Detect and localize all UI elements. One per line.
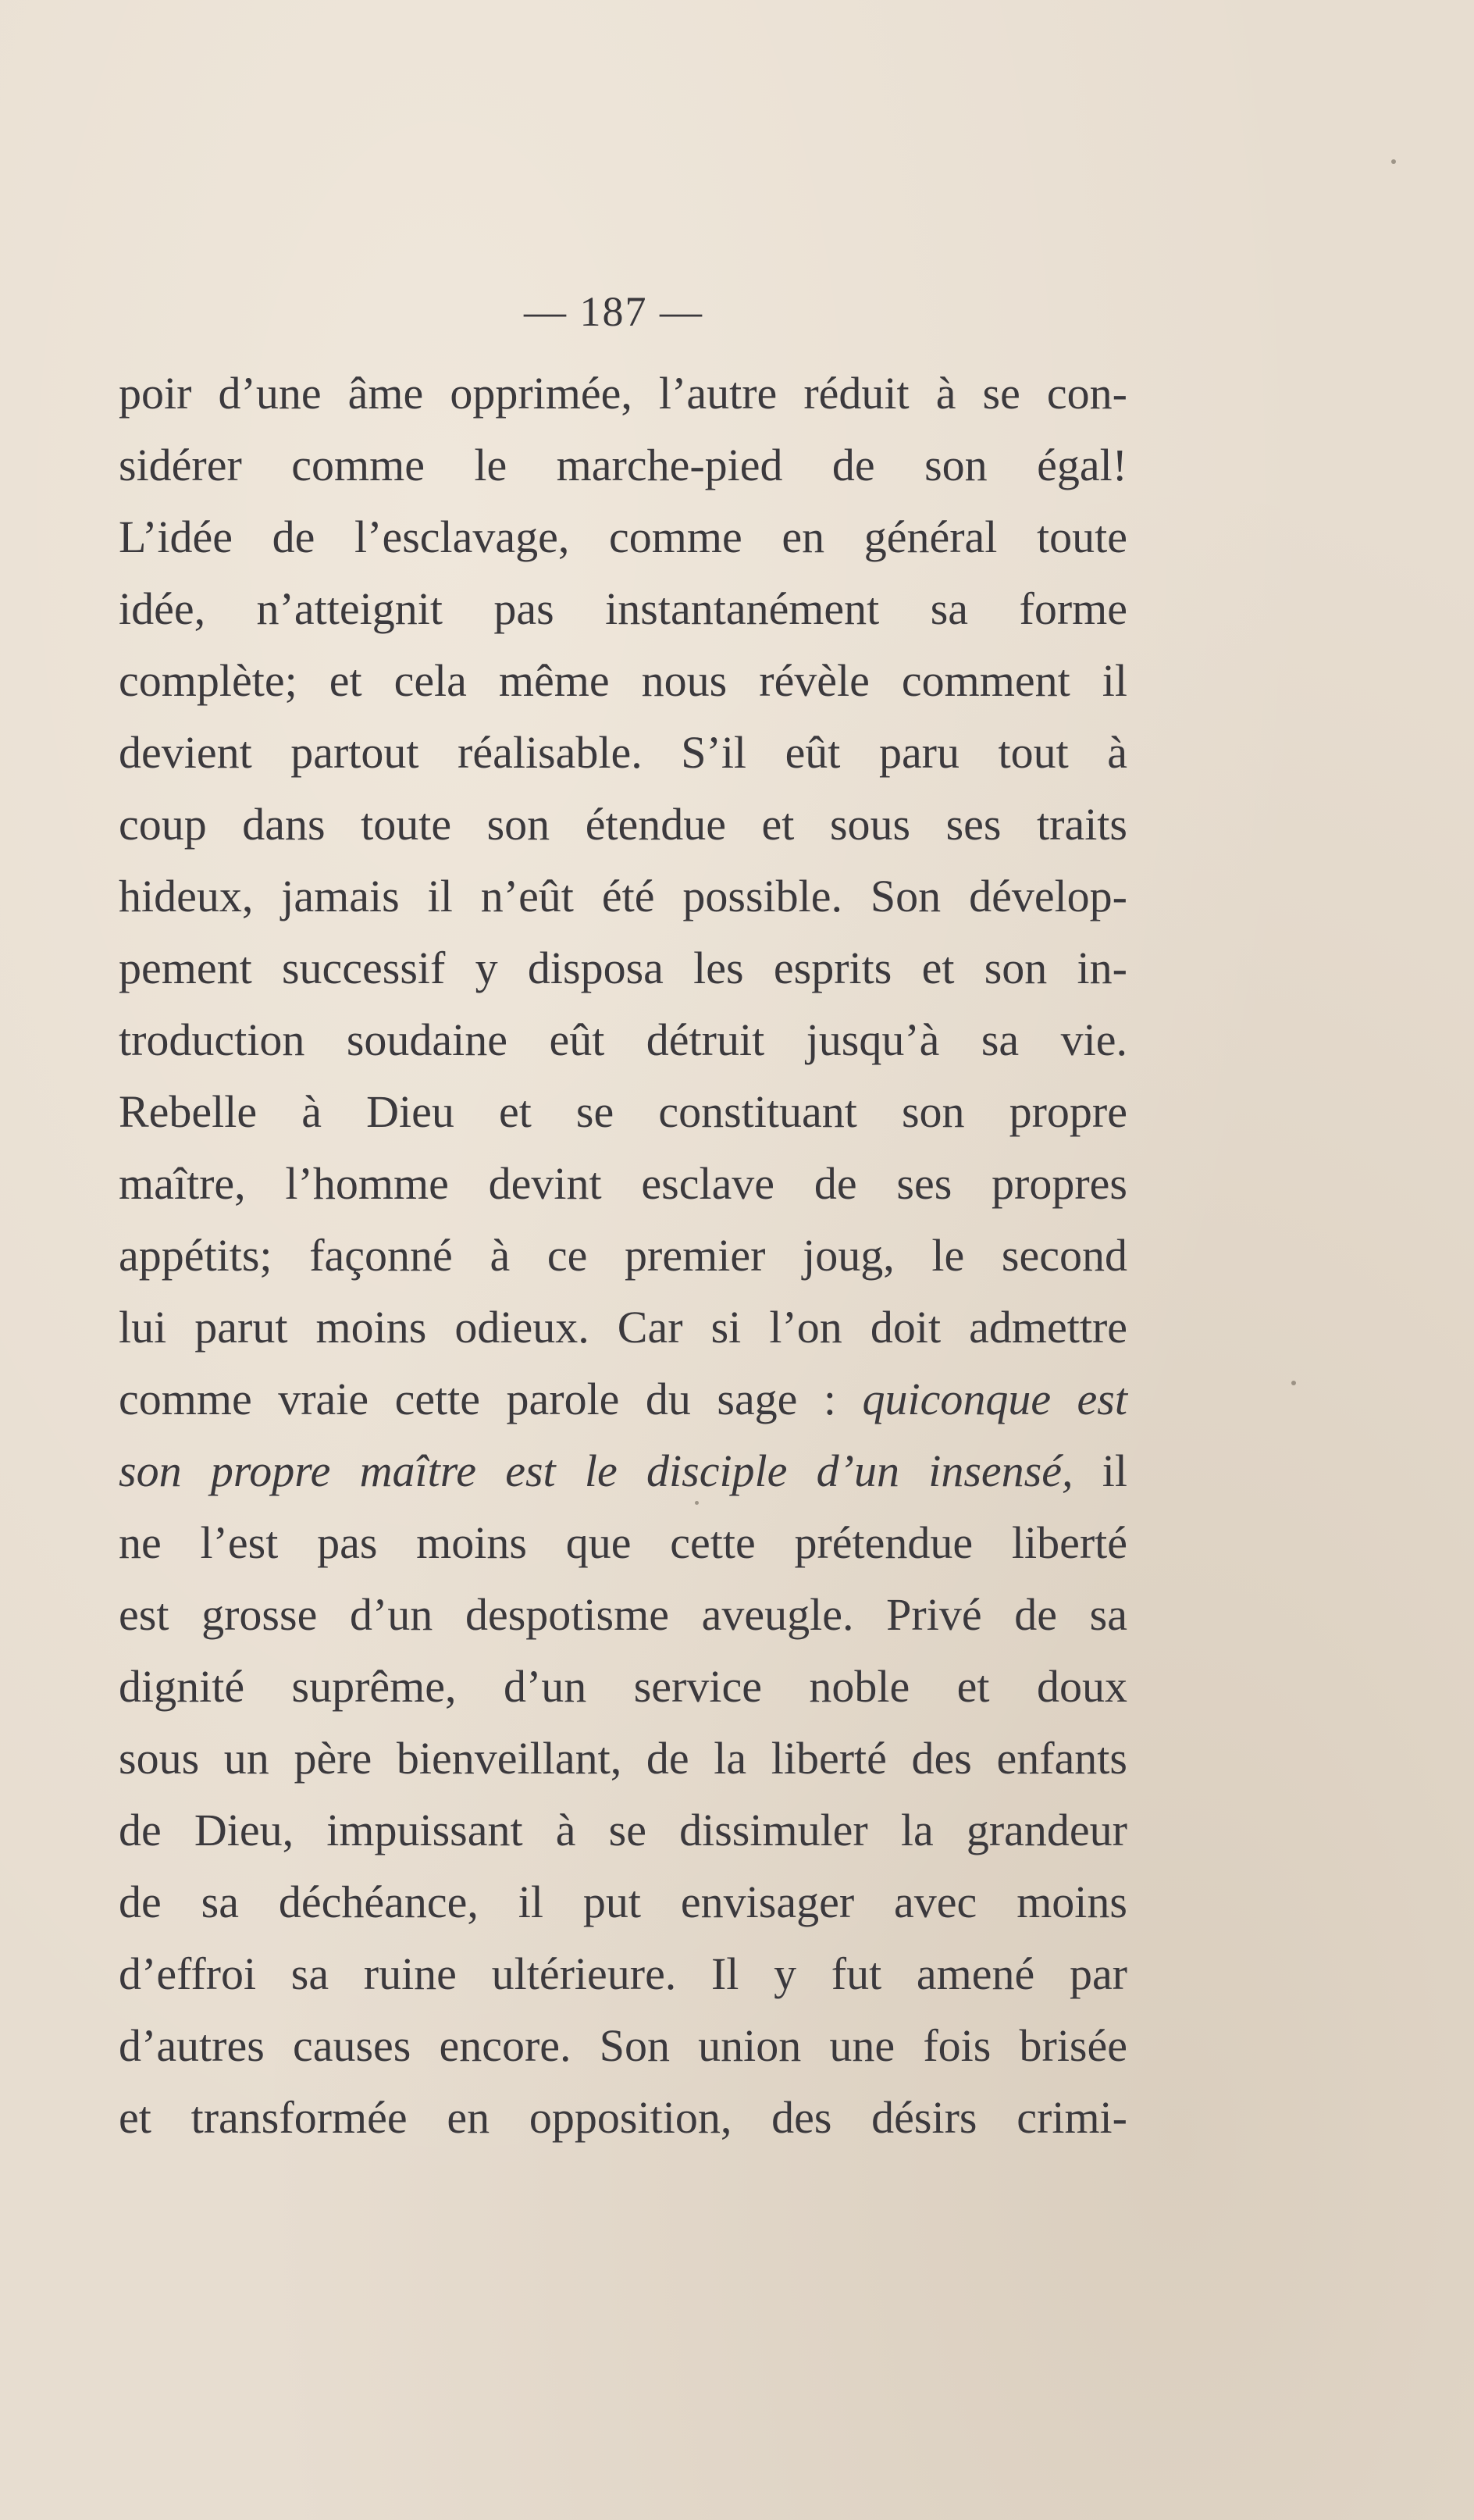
text-line	[119, 2010, 1127, 2082]
text-segment: coup dans toute son étendue et sous ses traits	[119, 799, 1127, 850]
text-line	[119, 573, 1127, 645]
paper-speck	[1291, 1381, 1296, 1385]
text-line	[119, 1292, 1127, 1363]
text-line	[119, 2082, 1127, 2154]
text-line	[119, 501, 1127, 573]
text-segment: troduction soudaine eût détruit jusqu’à sa vie.	[119, 1014, 1127, 1065]
page-number: — 187 —	[524, 288, 703, 335]
text-segment: poir d’une âme opprimée, l’autre réduit à se con-	[119, 368, 1127, 419]
text-line	[119, 1938, 1127, 2010]
text-segment: sidérer comme le marche-pied de son égal!	[119, 440, 1127, 490]
text-line	[119, 932, 1127, 1004]
text-line	[119, 1651, 1127, 1723]
text-line	[119, 430, 1127, 501]
text-segment: maître, l’homme devint esclave de ses propres	[119, 1158, 1127, 1209]
paper-speck	[695, 1501, 699, 1505]
text-line	[119, 358, 1127, 430]
text-line	[119, 717, 1127, 789]
text-segment: est grosse d’un despotisme aveugle. Privé de sa	[119, 1589, 1127, 1640]
text-segment: il	[1073, 1445, 1127, 1496]
text-segment: appétits; façonné à ce premier joug, le second	[119, 1230, 1127, 1281]
text-segment: complète; et cela même nous révèle comment il	[119, 655, 1127, 706]
text-segment: sous un père bienveillant, de la liberté des enfants	[119, 1733, 1127, 1784]
text-segment: idée, n’atteignit pas instantanément sa forme	[119, 583, 1127, 634]
text-segment: dignité suprême, d’un service noble et doux	[119, 1661, 1127, 1712]
text-line	[119, 1507, 1127, 1579]
text-segment: Rebelle à Dieu et se constituant son propre	[119, 1086, 1127, 1137]
text-line	[119, 1723, 1127, 1795]
text-segment: d’effroi sa ruine ultérieure. Il y fut amené par	[119, 1948, 1127, 1999]
text-segment: et transformée en opposition, des désirs crimi-	[119, 2092, 1127, 2143]
italic-text: quiconque est	[862, 1374, 1127, 1424]
text-segment: pement successif y disposa les esprits et son in-	[119, 943, 1127, 993]
text-segment: L’idée de l’esclavage, comme en général toute	[119, 511, 1127, 562]
text-segment: de Dieu, impuissant à se dissimuler la grandeur	[119, 1805, 1127, 1855]
text-line	[119, 789, 1127, 861]
text-line	[119, 1148, 1127, 1220]
text-line	[119, 1435, 1127, 1507]
text-line	[119, 1220, 1127, 1292]
text-line	[119, 645, 1127, 717]
paper-speck	[1391, 159, 1396, 164]
text-line	[119, 1363, 1127, 1435]
text-line	[119, 1866, 1127, 1938]
text-segment: ne l’est pas moins que cette prétendue liberté	[119, 1517, 1127, 1568]
text-line	[119, 861, 1127, 932]
body-text	[119, 358, 1127, 2154]
text-segment: d’autres causes encore. Son union une fois brisée	[119, 2020, 1127, 2071]
text-segment: hideux, jamais il n’eût été possible. Son dévelop-	[119, 871, 1127, 921]
text-segment: comme vraie cette parole du sage :	[119, 1374, 863, 1424]
text-line	[119, 1076, 1127, 1148]
text-line	[119, 1579, 1127, 1651]
text-line	[119, 1795, 1127, 1866]
text-segment: lui parut moins odieux. Car si l’on doit admettre	[119, 1302, 1127, 1353]
italic-text: son propre maître est le disciple d’un insensé,	[119, 1445, 1073, 1496]
text-segment: de sa déchéance, il put envisager avec moins	[119, 1877, 1127, 1927]
text-line	[119, 1004, 1127, 1076]
text-segment: devient partout réalisable. S’il eût paru tout à	[119, 727, 1127, 778]
